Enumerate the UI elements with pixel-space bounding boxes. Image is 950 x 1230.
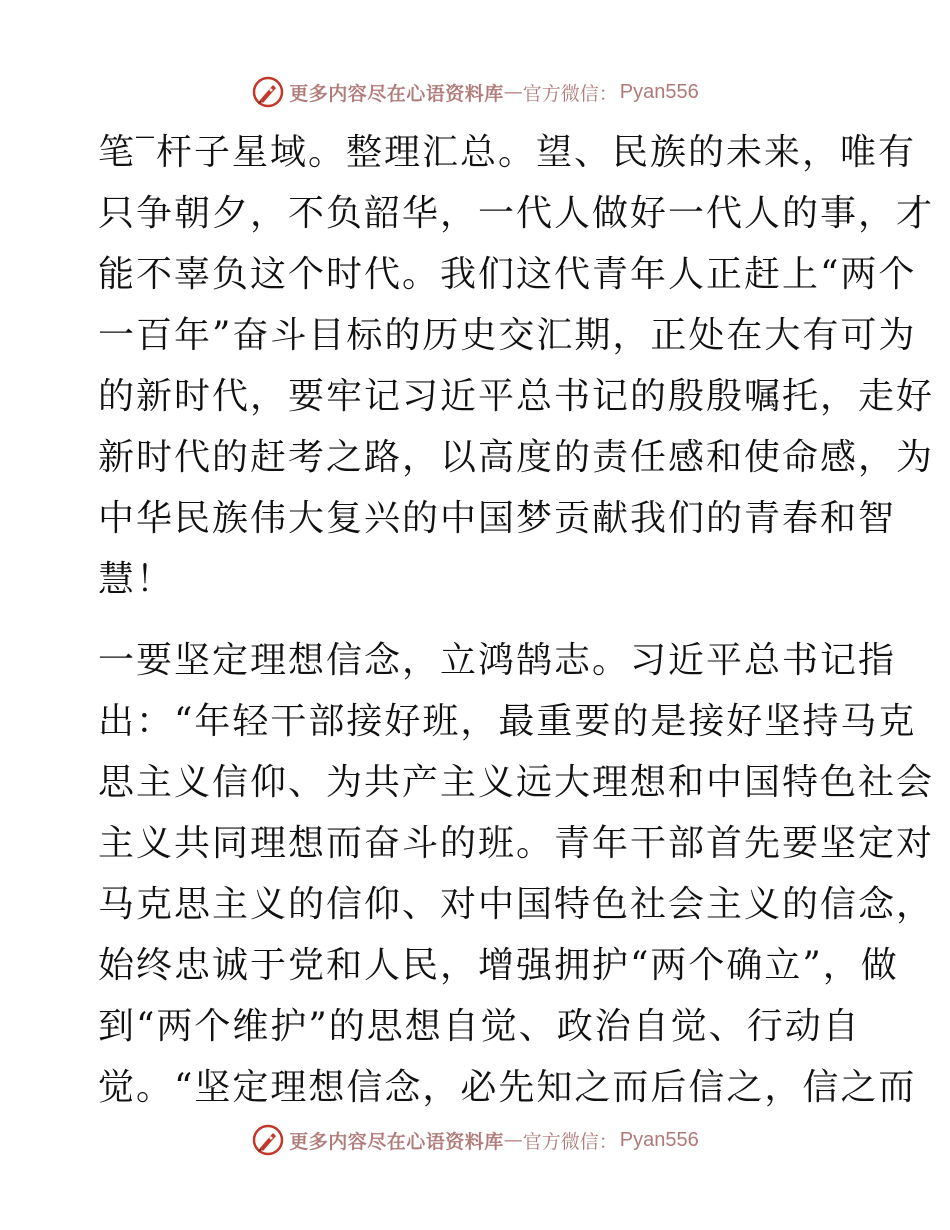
footer-watermark-banner bbox=[0, 1120, 950, 1160]
text-line: 到“两个维护”的思想自觉、政治自觉、行动自 bbox=[98, 1006, 861, 1047]
paragraph-gap bbox=[98, 610, 858, 630]
text-line: 一百年”奋斗目标的历史交汇期，正处在大有可为 bbox=[98, 315, 917, 356]
text-line: 主义共同理想而奋斗的班。青年干部首先要坚定对 bbox=[98, 823, 935, 864]
banner-wechat-id: Pyan556 bbox=[619, 80, 699, 103]
pen-logo-icon bbox=[251, 1123, 285, 1157]
paragraph-1 bbox=[98, 122, 935, 610]
text-line: 只争朝夕，不负韶华，一代人做好一代人的事，才 bbox=[98, 193, 935, 234]
banner-wechat-id: Pyan556 bbox=[619, 1128, 699, 1151]
banner-title: 更多内容尽在心语资料库 bbox=[289, 1130, 504, 1153]
text-line: 出：“年轻干部接好班，最重要的是接好坚持马克 bbox=[98, 701, 917, 742]
text-line: 思主义信仰、为共产主义远大理想和中国特色社会 bbox=[98, 762, 935, 803]
text-line: 的新时代，要牢记习近平总书记的殷殷嘱托，走好 bbox=[98, 376, 935, 417]
banner-title: 更多内容尽在心语资料库 bbox=[289, 82, 504, 105]
paragraph-2 bbox=[98, 630, 935, 1118]
text-line: 一要坚定理想信念，立鸿鹄志。习近平总书记指 bbox=[98, 640, 897, 681]
text-line: 马克思主义的信仰、对中国特色社会主义的信念， bbox=[98, 884, 935, 925]
text-line: 能不辜负这个时代。我们这代青年人正赶上“两个 bbox=[98, 254, 917, 295]
pen-logo-icon bbox=[251, 75, 285, 109]
text-line: 笔‾杆子星域。整理汇总。望、民族的未来，唯有 bbox=[98, 132, 917, 173]
banner-dash: — bbox=[503, 1129, 523, 1151]
text-line: 觉。“坚定理想信念，必先知之而后信之，信之而 bbox=[98, 1067, 917, 1108]
text-line: 新时代的赶考之路，以高度的责任感和使命感，为 bbox=[98, 437, 935, 478]
banner-dash: — bbox=[503, 81, 523, 103]
banner-wechat-label: 官方微信： bbox=[522, 1130, 618, 1153]
banner-wechat-label: 官方微信： bbox=[522, 82, 618, 105]
text-line: 中华民族伟大复兴的中国梦贡献我们的青春和智 bbox=[98, 498, 897, 539]
text-line: 慧！ bbox=[98, 559, 175, 600]
header-watermark-banner bbox=[0, 72, 950, 112]
text-line: 始终忠诚于党和人民，增强拥护“两个确立”，做 bbox=[98, 945, 899, 986]
document-body bbox=[98, 122, 935, 1118]
